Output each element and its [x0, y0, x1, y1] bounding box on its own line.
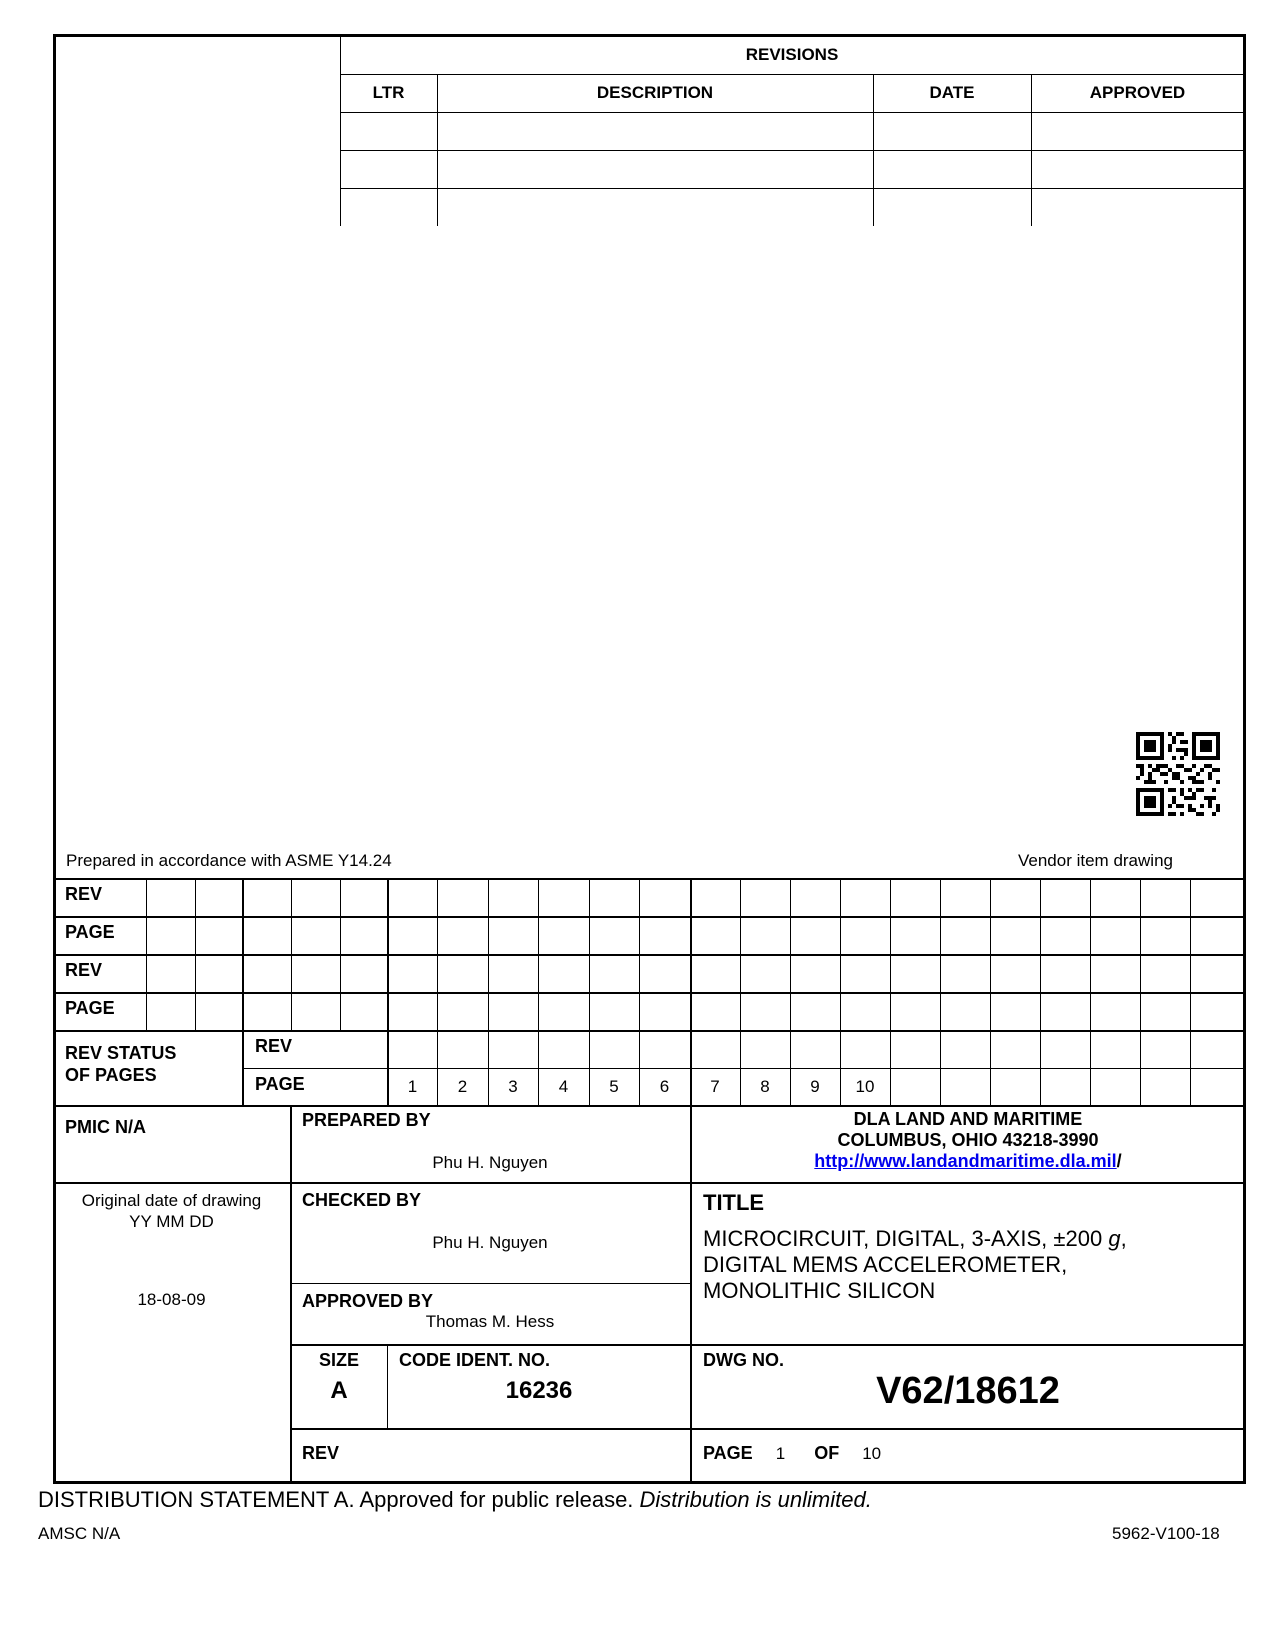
page-current: 1	[775, 1444, 786, 1463]
page-of-block	[703, 1443, 881, 1464]
size-value: A	[330, 1377, 348, 1404]
approved-by-label: APPROVED BY	[302, 1291, 434, 1311]
drawing-title	[703, 1226, 1127, 1304]
page-number: 6	[659, 1077, 670, 1096]
size-label: SIZE	[318, 1350, 359, 1370]
agency-website-link[interactable]: http://www.landandmaritime.dla.mil	[814, 1151, 1117, 1171]
date-format: YY MM DD	[129, 1212, 214, 1231]
dwg-no-label: DWG NO.	[703, 1350, 784, 1370]
original-date-value: 18-08-09	[137, 1290, 206, 1309]
page-number: 7	[710, 1077, 720, 1096]
grid-row-page-2: PAGE	[65, 998, 115, 1018]
fsc-code: 5962-V100-18	[1112, 1524, 1220, 1543]
distribution-italic: Distribution is unlimited.	[639, 1487, 872, 1512]
page-number: 2	[457, 1077, 468, 1096]
agency-url-suffix: /	[1116, 1151, 1122, 1171]
rev-status-page-label: PAGE	[255, 1074, 305, 1094]
grid-row-rev-2: REV	[65, 960, 103, 980]
page-number: 8	[760, 1077, 770, 1096]
code-ident-label: CODE IDENT. NO.	[399, 1350, 551, 1370]
asme-note: Prepared in accordance with ASME Y14.24	[66, 851, 392, 870]
vendor-note: Vendor item drawing	[1018, 851, 1173, 870]
page-number: 4	[558, 1077, 569, 1096]
amsc-note: AMSC N/A	[38, 1524, 121, 1543]
page-total: 10	[862, 1444, 882, 1463]
prepared-by-label: PREPARED BY	[302, 1110, 431, 1130]
rev-col-date: DATE	[929, 83, 975, 102]
page-number: 1	[407, 1077, 418, 1096]
of-label: OF	[814, 1443, 840, 1463]
rev-col-ltr: LTR	[372, 83, 405, 102]
original-date-label: Original date of drawing	[81, 1191, 262, 1210]
grid-row-rev-1: REV	[65, 884, 103, 904]
pmic-label: PMIC N/A	[65, 1117, 146, 1137]
title-rev-label: REV	[302, 1443, 340, 1463]
agency-block	[692, 1109, 1244, 1172]
original-date-block	[53, 1190, 290, 1232]
rev-status-of-pages-label: REV STATUS OF PAGES	[65, 1043, 177, 1085]
dwg-no-value: V62/18612	[876, 1370, 1060, 1412]
rev-col-approved: APPROVED	[1089, 83, 1186, 102]
title-comma: ,	[1120, 1226, 1127, 1251]
title-line-1: MICROCIRCUIT, DIGITAL, 3-AXIS, ±200	[703, 1226, 1109, 1251]
revisions-title: REVISIONS	[745, 45, 839, 64]
agency-name: DLA LAND AND MARITIME	[853, 1109, 1083, 1129]
title-g-unit: g	[1108, 1226, 1121, 1251]
prepared-by-name: Phu H. Nguyen	[432, 1153, 548, 1172]
page-number: 3	[508, 1077, 518, 1096]
rev-col-description: DESCRIPTION	[596, 83, 714, 102]
checked-by-label: CHECKED BY	[302, 1190, 422, 1210]
title-line-3: MONOLITHIC SILICON	[703, 1278, 936, 1303]
rev-status-rev-label: REV	[255, 1036, 293, 1056]
qr-code-image	[1136, 732, 1220, 816]
page-number: 10	[855, 1077, 875, 1096]
title-line-2: DIGITAL MEMS ACCELEROMETER,	[703, 1252, 1068, 1277]
title-label: TITLE	[703, 1190, 765, 1215]
code-ident-value: 16236	[505, 1377, 573, 1404]
page-label: PAGE	[703, 1443, 753, 1463]
agency-address: COLUMBUS, OHIO 43218-3990	[837, 1130, 1099, 1150]
page-number: 5	[609, 1077, 619, 1096]
checked-by-name: Phu H. Nguyen	[432, 1233, 548, 1252]
distribution-statement	[38, 1487, 872, 1513]
distribution-main: DISTRIBUTION STATEMENT A. Approved for public release.	[38, 1487, 640, 1512]
page-number: 9	[810, 1077, 820, 1096]
grid-row-page-1: PAGE	[65, 922, 115, 942]
approved-by-name: Thomas M. Hess	[425, 1312, 555, 1331]
